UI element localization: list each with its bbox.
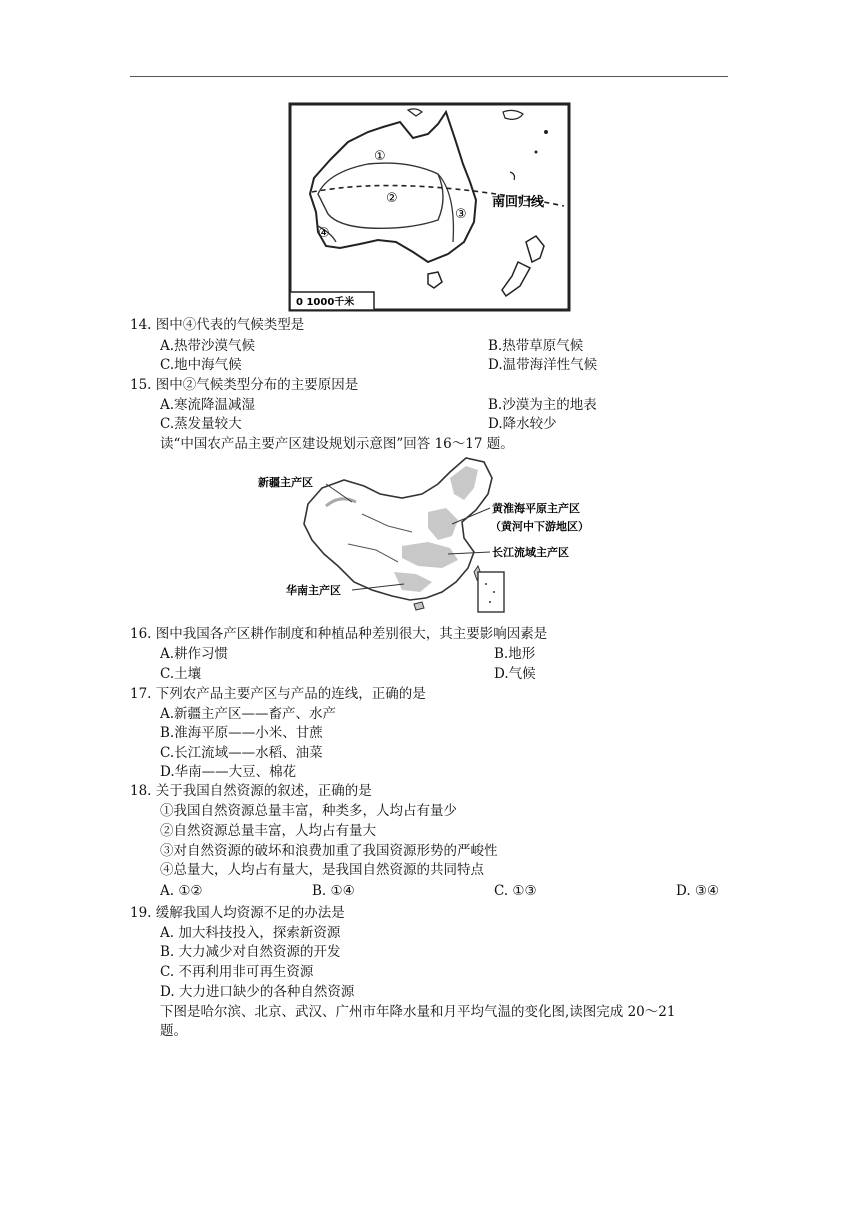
q18-statement-1: ①我国自然资源总量丰富，种类多，人均占有量少 xyxy=(160,803,457,819)
map-label-1: ① xyxy=(374,149,386,164)
q18-option-b[interactable]: B. ①④ xyxy=(312,883,355,899)
label-huanghuai: 黄淮海平原主产区 xyxy=(492,502,580,515)
q16-option-a[interactable]: A.耕作习惯 xyxy=(160,646,229,662)
q14-stem: 14. 图中④代表的气候类型是 xyxy=(130,317,305,333)
q14-option-d[interactable]: D.温带海洋性气候 xyxy=(488,357,598,373)
tropic-label: 南回归线 xyxy=(492,195,545,210)
label-huanan: 华南主产区 xyxy=(286,584,341,597)
q14-option-a[interactable]: A.热带沙漠气候 xyxy=(160,338,256,354)
q15-option-b[interactable]: B.沙漠为主的地表 xyxy=(488,397,597,413)
q14-option-b[interactable]: B.热带草原气候 xyxy=(488,338,584,354)
map-label-4: ④ xyxy=(318,226,330,241)
reading-instruction-1: 读“中国农产品主要产区建设规划示意图”回答 16～17 题。 xyxy=(160,436,514,452)
q16-stem: 16. 图中我国各产区耕作制度和种植品种差别很大，其主要影响因素是 xyxy=(130,626,548,642)
q19-option-c[interactable]: C. 不再利用非可再生资源 xyxy=(160,964,314,980)
q19-option-d[interactable]: D. 大力进口缺少的各种自然资源 xyxy=(160,984,355,1000)
q18-statement-4: ④总量大，人均占有量大，是我国自然资源的共同特点 xyxy=(160,862,484,878)
map-label-3: ③ xyxy=(455,207,467,222)
q15-stem: 15. 图中②气候类型分布的主要原因是 xyxy=(130,377,359,393)
q16-option-c[interactable]: C.土壤 xyxy=(160,666,202,682)
q14-option-c[interactable]: C.地中海气候 xyxy=(160,357,242,373)
q17-option-a[interactable]: A.新疆主产区——畜产、水产 xyxy=(160,706,337,722)
top-rule xyxy=(130,76,728,77)
label-xinjiang: 新疆主产区 xyxy=(258,476,313,489)
q17-stem: 17. 下列农产品主要产区与产品的连线，正确的是 xyxy=(130,686,426,702)
q16-option-b[interactable]: B.地形 xyxy=(494,646,536,662)
reading-instruction-2-line1: 下图是哈尔滨、北京、武汉、广州市年降水量和月平均气温的变化图,读图完成 20～21 xyxy=(160,1004,676,1020)
q19-stem: 19. 缓解我国人均资源不足的办法是 xyxy=(130,905,345,921)
australia-climate-map xyxy=(288,102,571,312)
q18-statement-3: ③对自然资源的破坏和浪费加重了我国资源形势的严峻性 xyxy=(160,843,498,859)
china-agriculture-map xyxy=(252,454,612,622)
reading-instruction-2-line2: 题。 xyxy=(160,1023,187,1039)
q18-option-a[interactable]: A. ①② xyxy=(160,883,203,899)
scale-label: 0 1000千米 xyxy=(296,297,355,308)
q15-option-c[interactable]: C.蒸发量较大 xyxy=(160,416,242,432)
q15-option-d[interactable]: D.降水较少 xyxy=(488,416,557,432)
q17-option-c[interactable]: C.长江流域——水稻、油菜 xyxy=(160,745,323,761)
map-label-2: ② xyxy=(386,191,398,206)
q17-option-d[interactable]: D.华南——大豆、棉花 xyxy=(160,764,297,780)
q15-option-a[interactable]: A.寒流降温减湿 xyxy=(160,397,256,413)
label-changjiang: 长江流域主产区 xyxy=(492,546,569,559)
q18-option-c[interactable]: C. ①③ xyxy=(494,883,537,899)
q18-option-d[interactable]: D. ③④ xyxy=(676,883,720,899)
label-huanghe: （黄河中下游地区） xyxy=(490,520,589,533)
q19-option-a[interactable]: A. 加大科技投入，探索新资源 xyxy=(160,925,341,941)
q17-option-b[interactable]: B.淮海平原——小米、甘蔗 xyxy=(160,725,323,741)
q18-statement-2: ②自然资源总量丰富，人均占有量大 xyxy=(160,823,376,839)
q16-option-d[interactable]: D.气候 xyxy=(494,666,536,682)
q19-option-b[interactable]: B. 大力减少对自然资源的开发 xyxy=(160,944,341,960)
q18-stem: 18. 关于我国自然资源的叙述，正确的是 xyxy=(130,783,372,799)
